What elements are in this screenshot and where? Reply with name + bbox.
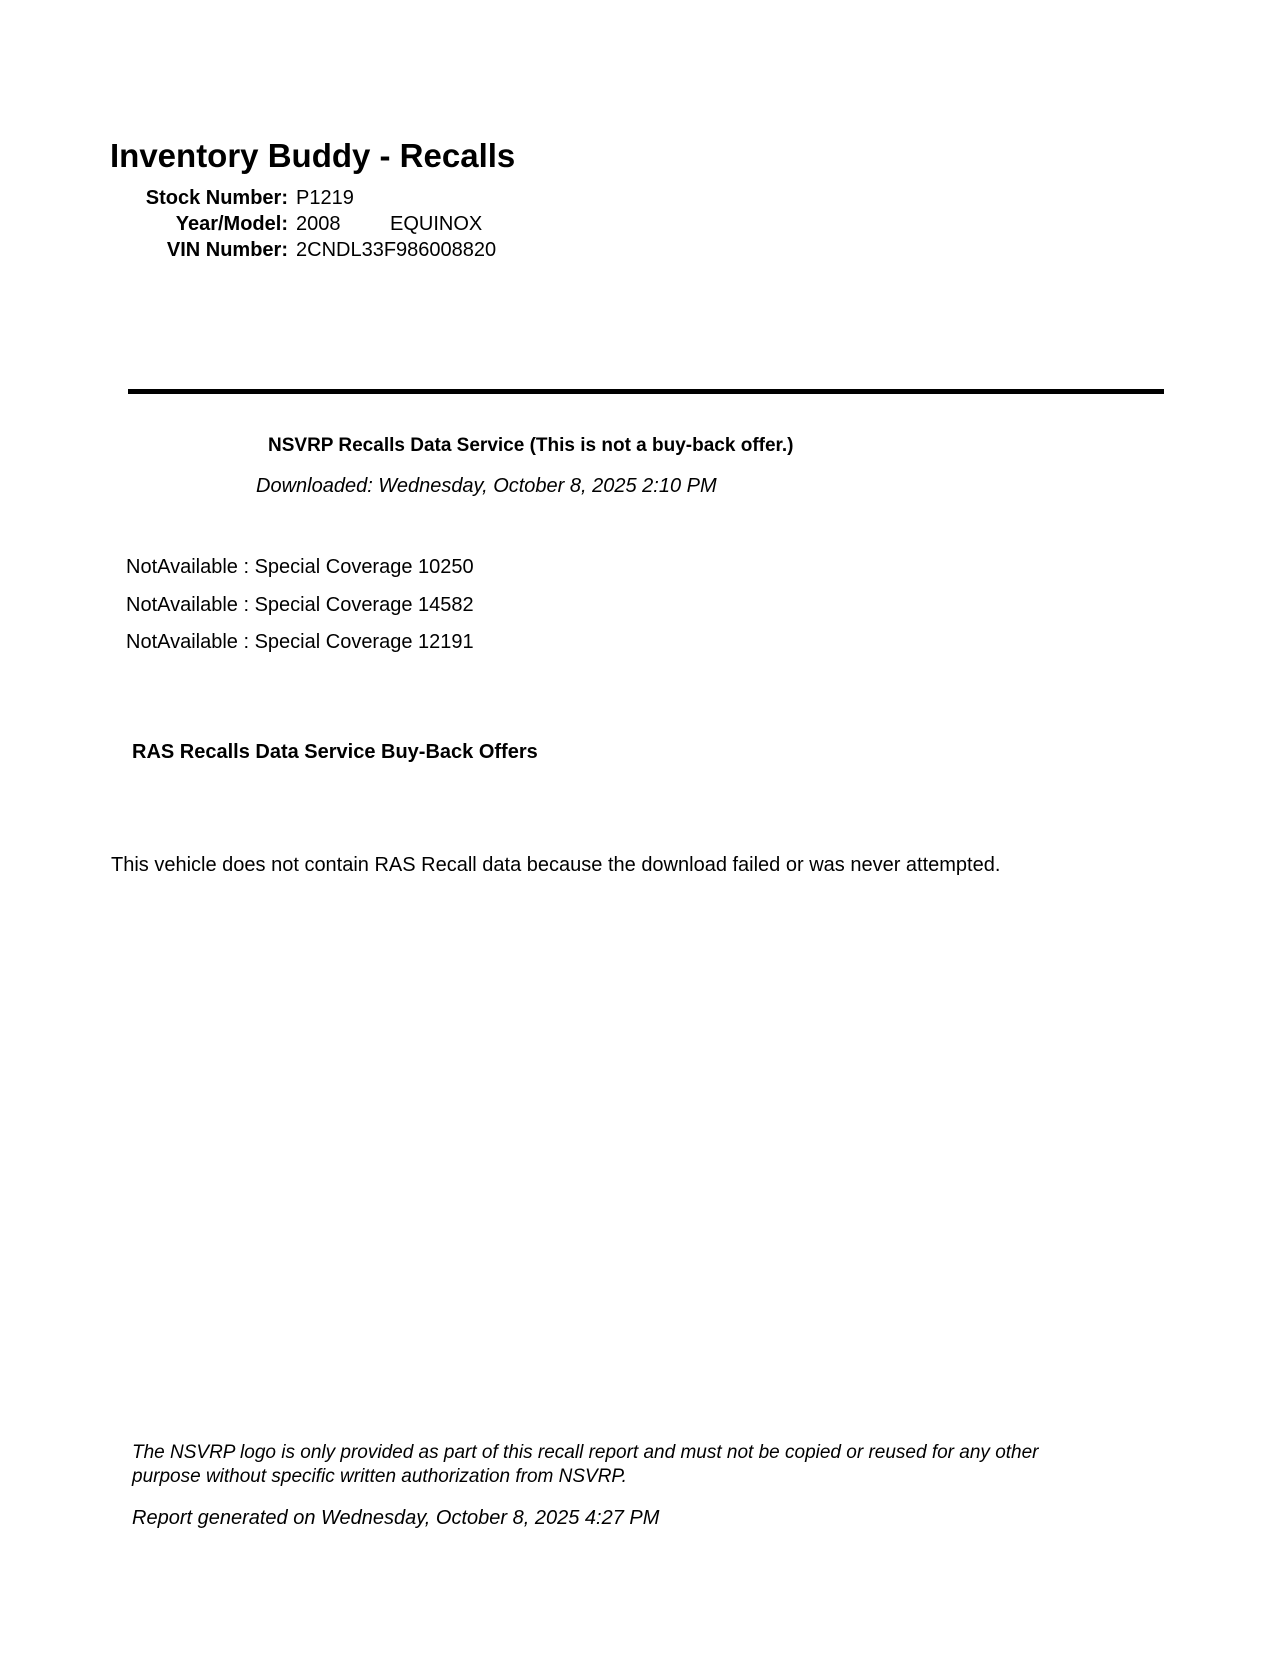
ras-section-heading: RAS Recalls Data Service Buy-Back Offers	[132, 741, 538, 763]
vin-label: VIN Number:	[166, 239, 288, 261]
special-coverage-line: NotAvailable : Special Coverage 14582	[126, 594, 474, 616]
stock-number-row	[0, 185, 354, 211]
logo-disclaimer	[132, 1441, 1039, 1489]
ras-no-data-message: This vehicle does not contain RAS Recall data because the download failed or was never attempted.	[111, 854, 1001, 876]
vin-value: 2CNDL33F986008820	[296, 239, 497, 261]
nsvrp-section-heading: NSVRP Recalls Data Service (This is not a buy-back offer.)	[268, 435, 794, 456]
year-model-label: Year/Model:	[175, 213, 288, 235]
logo-disclaimer-line2: purpose without specific written authorization from NSVRP.	[132, 1466, 627, 1487]
page-title: Inventory Buddy - Recalls	[110, 137, 516, 174]
section-divider-rule	[128, 389, 1164, 394]
stock-number-value: P1219	[296, 187, 354, 209]
logo-disclaimer-line1: The NSVRP logo is only provided as part of this recall report and must not be copied or reused for any other	[132, 1442, 1039, 1463]
download-timestamp: Downloaded: Wednesday, October 8, 2025 2:10 PM	[256, 475, 717, 497]
model-value: EQUINOX	[390, 213, 483, 235]
year-model-row	[0, 211, 482, 237]
special-coverage-line: NotAvailable : Special Coverage 10250	[126, 556, 474, 578]
report-generated-timestamp: Report generated on Wednesday, October 8, 2025 4:27 PM	[132, 1507, 660, 1529]
vin-row	[0, 237, 496, 263]
stock-number-label: Stock Number:	[145, 187, 288, 209]
year-value: 2008	[296, 213, 341, 235]
special-coverage-line: NotAvailable : Special Coverage 12191	[126, 631, 474, 653]
